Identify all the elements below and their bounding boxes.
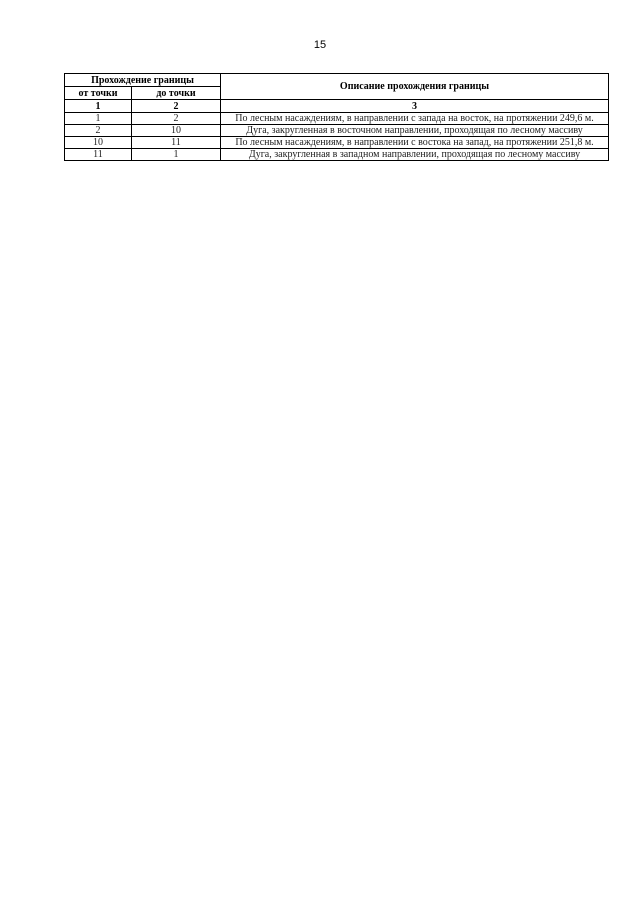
description-cell: Дуга, закругленная в западном направлении, проходящая по лесному массиву [221,149,609,161]
to-point-cell: 1 [132,149,221,161]
table-row [65,125,609,137]
header-to-point: до точки [132,87,221,100]
description-cell: Дуга, закругленная в восточном направлении, проходящая по лесному массиву [221,125,609,137]
to-point-cell: 10 [132,125,221,137]
column-number: 3 [221,100,609,113]
column-number: 1 [65,100,132,113]
from-point-cell: 2 [65,125,132,137]
boundary-table [64,73,609,161]
header-boundary-passage: Прохождение границы [65,74,221,87]
from-point-cell: 11 [65,149,132,161]
column-number: 2 [132,100,221,113]
description-cell: По лесным насаждениям, в направлении с запада на восток, на протяжении 249,6 м. [221,113,609,125]
page-number: 15 [313,39,327,51]
table-row [65,149,609,161]
table-row [65,137,609,149]
from-point-cell: 1 [65,113,132,125]
table-row [65,113,609,125]
to-point-cell: 11 [132,137,221,149]
to-point-cell: 2 [132,113,221,125]
header-description: Описание прохождения границы [221,74,609,100]
description-cell: По лесным насаждениям, в направлении с востока на запад, на протяжении 251,8 м. [221,137,609,149]
header-from-point: от точки [65,87,132,100]
from-point-cell: 10 [65,137,132,149]
